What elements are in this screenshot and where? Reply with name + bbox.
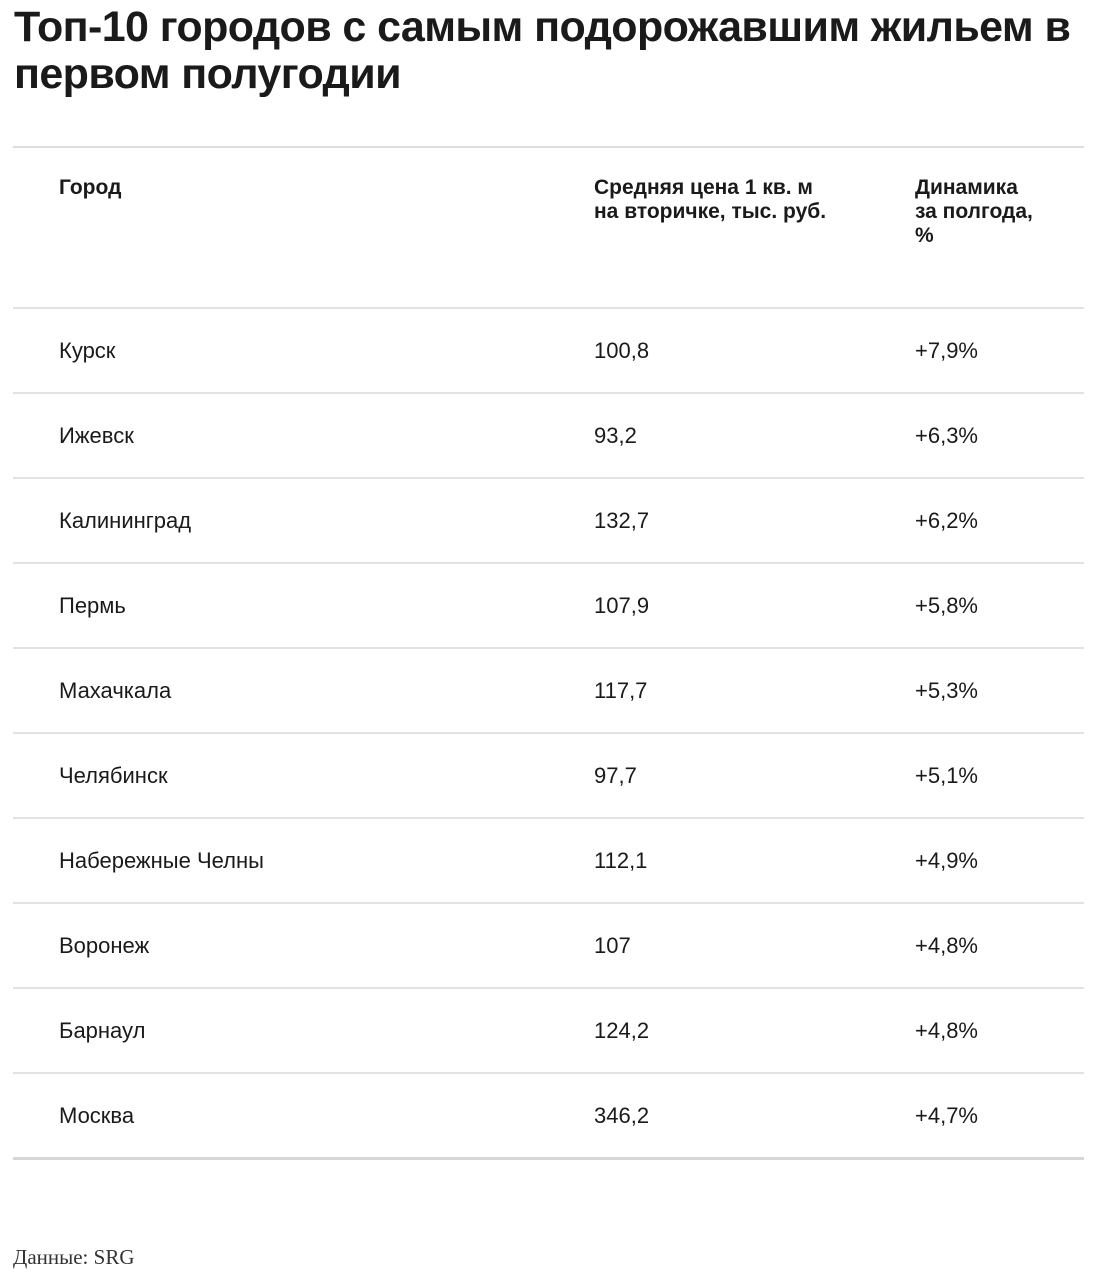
cell-price: 117,7 xyxy=(594,678,648,703)
cell-city: Махачкала xyxy=(59,678,172,703)
cell-change: +6,3% xyxy=(915,423,978,448)
cell-change: +4,8% xyxy=(915,933,978,958)
cell-change: +4,7% xyxy=(915,1103,978,1128)
cell-city: Калининград xyxy=(59,508,192,533)
source-note: Данные: SRG xyxy=(13,1245,135,1269)
data-table xyxy=(13,146,1084,1160)
table-row xyxy=(13,649,1084,734)
cell-price: 107,9 xyxy=(594,593,650,618)
cell-city: Москва xyxy=(59,1103,135,1128)
cell-change: +6,2% xyxy=(915,508,978,533)
cell-price: 124,2 xyxy=(594,1018,650,1043)
cell-price: 132,7 xyxy=(594,508,650,533)
table-row xyxy=(13,819,1084,904)
cell-price: 93,2 xyxy=(594,423,637,448)
cell-city: Барнаул xyxy=(59,1018,146,1043)
cell-city: Пермь xyxy=(59,593,126,618)
cell-change: +5,8% xyxy=(915,593,978,618)
column-header-city: Город xyxy=(59,176,122,199)
cell-city: Набережные Челны xyxy=(59,848,264,873)
column-header-price: Средняя цена 1 кв. м на вторичке, тыс. руб. xyxy=(594,176,827,223)
cell-change: +5,1% xyxy=(915,763,978,788)
cell-city: Челябинск xyxy=(59,763,168,788)
cell-city: Курск xyxy=(59,338,116,363)
table-row xyxy=(13,309,1084,394)
table-row xyxy=(13,734,1084,819)
cell-price: 112,1 xyxy=(594,848,648,873)
column-header-change: Динамика за полгода, % xyxy=(915,176,1033,247)
cell-change: +5,3% xyxy=(915,678,978,703)
cell-change: +4,8% xyxy=(915,1018,978,1043)
table-row xyxy=(13,1074,1084,1160)
cell-city: Воронеж xyxy=(59,933,150,958)
cell-price: 346,2 xyxy=(594,1103,650,1128)
table-row xyxy=(13,564,1084,649)
cell-price: 97,7 xyxy=(594,763,637,788)
table-row xyxy=(13,394,1084,479)
cell-change: +4,9% xyxy=(915,848,978,873)
table-header-row xyxy=(13,148,1084,309)
chart-title: Топ-10 городов с самым подорожавшим жильем в первом полугодии xyxy=(14,3,1071,98)
table-row xyxy=(13,904,1084,989)
table-row xyxy=(13,479,1084,564)
table-body xyxy=(13,309,1084,1160)
cell-price: 107 xyxy=(594,933,631,958)
cell-price: 100,8 xyxy=(594,338,650,363)
cell-city: Ижевск xyxy=(59,423,134,448)
cell-change: +7,9% xyxy=(915,338,978,363)
table-row xyxy=(13,989,1084,1074)
